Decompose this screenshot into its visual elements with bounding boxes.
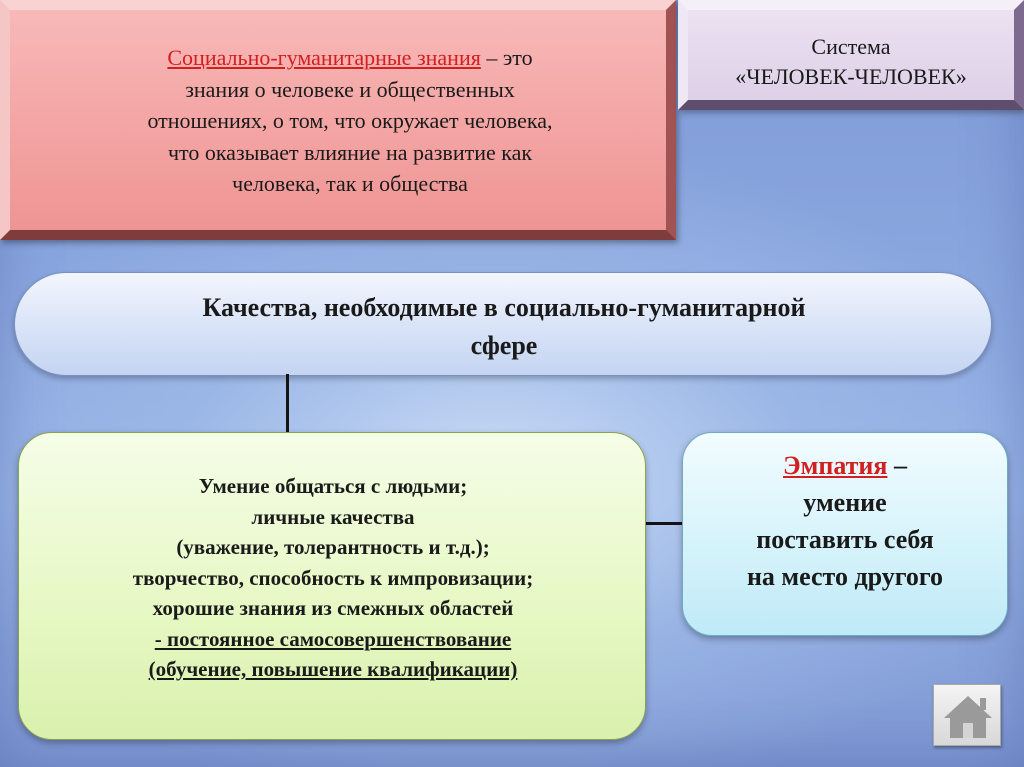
system-text: Система «ЧЕЛОВЕК-ЧЕЛОВЕК» bbox=[735, 34, 967, 89]
definition-text: Социально-гуманитарные знания – это знания о человеке и общественных отношениях, о том, что окружает человека, что оказывает влияние на развитие как человека, так и общества bbox=[147, 45, 553, 196]
system-box bbox=[678, 0, 1024, 110]
quality-item-underlined: (обучение, повышение квалификации) bbox=[148, 657, 518, 681]
qualities-list bbox=[49, 471, 617, 685]
empathy-box bbox=[682, 432, 1008, 636]
quality-item: личные качества bbox=[251, 504, 415, 529]
qualities-list-box bbox=[18, 432, 646, 740]
connector-vertical bbox=[286, 374, 289, 434]
quality-item: хорошие знания из смежных областей bbox=[152, 596, 514, 620]
quality-item: (уважение, толерантность и т.д.); bbox=[176, 535, 490, 559]
quality-item: творчество, способность к импровизации; bbox=[132, 565, 534, 590]
quality-item-underlined: - постоянное самосовершенствование bbox=[154, 626, 512, 651]
definition-term: Социально-гуманитарные знания bbox=[167, 45, 481, 70]
quality-item: Умение общаться с людьми; bbox=[198, 474, 468, 498]
definition-box bbox=[0, 0, 676, 240]
empathy-term: Эмпатия bbox=[783, 451, 888, 480]
empathy-text: Эмпатия – умение поставить себя на место другого bbox=[746, 451, 944, 591]
home-button[interactable] bbox=[933, 684, 1001, 746]
connector-horizontal bbox=[645, 522, 683, 525]
qualities-header bbox=[14, 272, 992, 376]
qualities-header-text: Качества, необходимые в социально-гуманитарной сфере bbox=[202, 293, 806, 360]
home-icon bbox=[940, 690, 996, 742]
